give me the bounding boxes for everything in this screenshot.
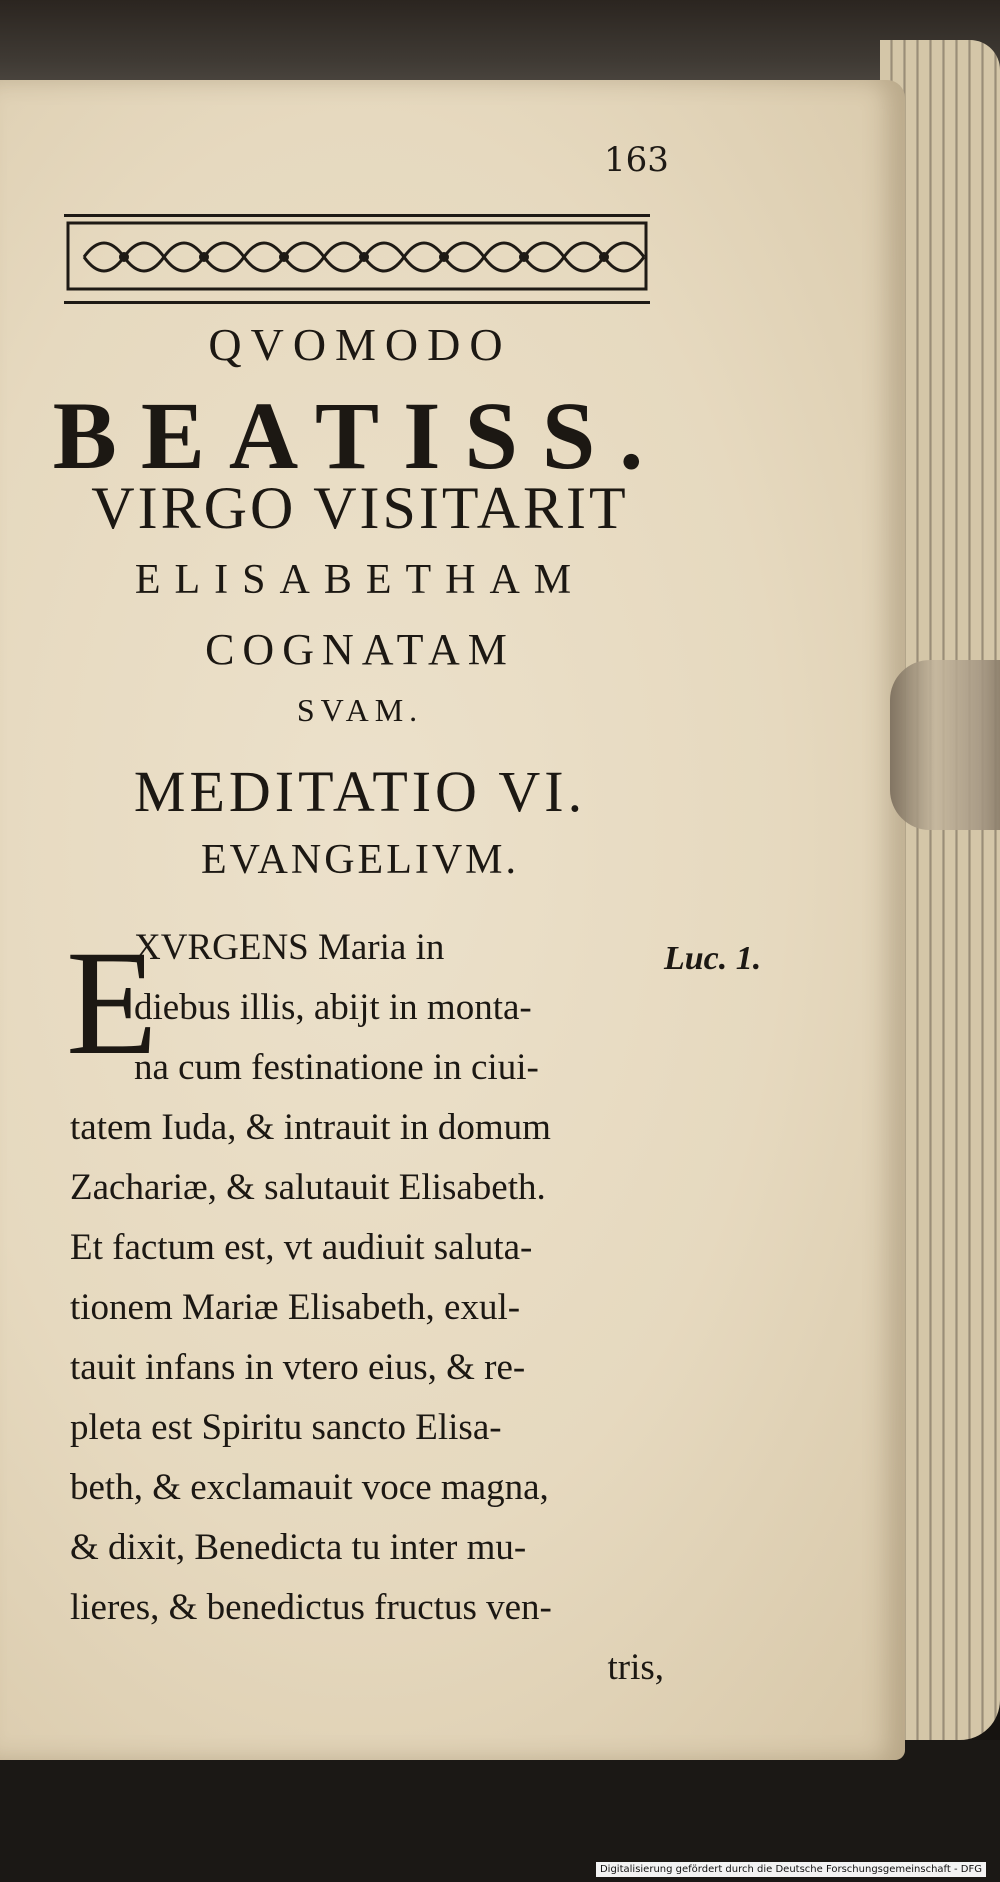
body-line: XVRGENS Maria in (134, 927, 445, 968)
body-line: diebus illis, abijt in monta- (134, 987, 532, 1028)
title-line-6: SVAM. (296, 692, 424, 728)
body-text (70, 918, 670, 1698)
body-line: tionem Mariæ Elisabeth, exul- (70, 1287, 521, 1328)
title-line-1: QVOMODO (208, 319, 512, 370)
title-line-3: VIRGO VISITARIT (91, 475, 629, 541)
background-bottom (0, 1740, 1000, 1882)
body-line: lieres, & benedictus fructus ven- (70, 1587, 552, 1628)
page-number: 163 (604, 140, 669, 180)
title-line-4: ELISABETHAM (134, 557, 586, 603)
section-subtitle: EVANGELIVM. (200, 837, 520, 883)
body-line: pleta est Spiritu sancto Elisa- (70, 1407, 502, 1448)
title-line-2: BEATISS. (52, 382, 668, 489)
bookmark-ribbon (890, 660, 1000, 830)
body-line: & dixit, Benedicta tu inter mu- (70, 1527, 527, 1568)
body-line: tatem Iuda, & intrauit in domum (70, 1107, 551, 1148)
footer-credit: Digitalisierung gefördert durch die Deutsche Forschungsgemeinschaft - DFG (596, 1862, 986, 1877)
title-line-5: COGNATAM (205, 625, 515, 674)
body-line-catchword: tris, (607, 1647, 664, 1688)
body-line: beth, & exclamauit voce magna, (70, 1467, 549, 1508)
ornament-band-icon (64, 214, 650, 304)
body-line: tauit infans in vtero eius, & re- (70, 1347, 526, 1388)
drop-cap: E (66, 920, 158, 1086)
body-line: Et factum est, vt audiuit saluta- (70, 1227, 533, 1268)
body-line: Zachariæ, & salutauit Elisabeth. (70, 1167, 546, 1208)
section-title: MEDITATIO VI. (133, 759, 587, 824)
body-line: na cum festinatione in ciui- (134, 1047, 539, 1088)
marginal-note: Luc. 1. (664, 940, 762, 977)
